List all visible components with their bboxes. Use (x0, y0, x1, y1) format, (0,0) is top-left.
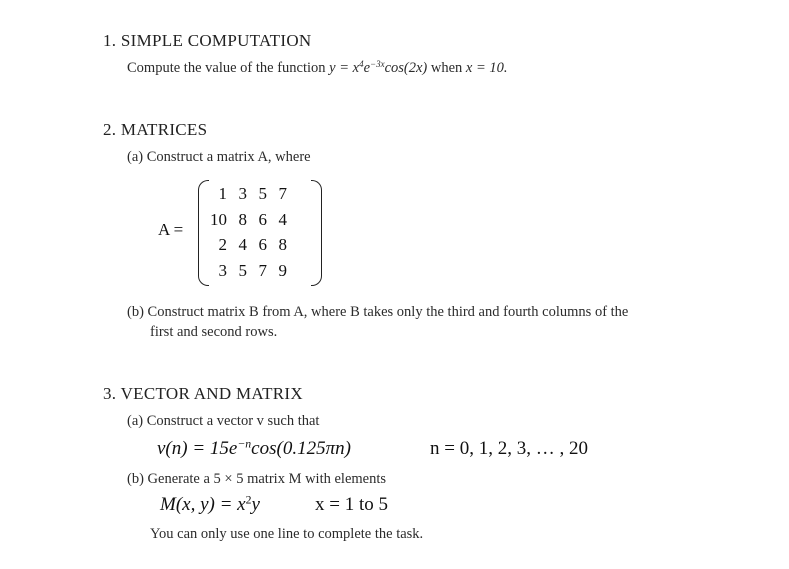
vector-rest: cos(0.125πn) (251, 438, 351, 459)
vector-exp: −n (237, 437, 252, 451)
matrix-cell: 4 (278, 209, 287, 229)
matrix-cell: 3 (238, 184, 247, 203)
matrix-cell: 9 (278, 260, 287, 280)
section1-heading: 1. SIMPLE COMPUTATION (103, 31, 312, 50)
vector-equation (157, 438, 351, 460)
matrix-cell: 3 (218, 260, 227, 280)
section3-part-b: (b) Generate a 5 × 5 matrix M with elements (127, 471, 387, 487)
matrix-m-rest: y (251, 494, 260, 515)
matrix-cell: 8 (278, 235, 287, 254)
vector-lhs: v(n) = 15e (157, 438, 238, 459)
function-exp2: −3x (370, 59, 385, 70)
matrix-m-equation (160, 494, 260, 516)
matrix-m-range: x = 1 to 5 (315, 494, 388, 515)
matrix-a (198, 180, 322, 284)
matrix-cell: 6 (258, 209, 267, 229)
section1-text-when: when (430, 60, 463, 76)
function-exp1: 4 (359, 59, 364, 70)
matrix-cell: 5 (238, 260, 247, 280)
matrix-right-bracket (311, 180, 322, 286)
matrix-cell: 6 (258, 235, 267, 254)
section2-part-a: (a) Construct a matrix A, where (127, 149, 311, 165)
matrix-cell: 7 (278, 184, 287, 203)
matrix-cell: 5 (258, 184, 267, 203)
function-e: e (363, 60, 371, 76)
matrix-cell: 10 (210, 209, 227, 229)
function-rest: cos(2x) (384, 60, 428, 76)
matrix-cell: 1 (218, 184, 227, 203)
function-lhs: y (329, 60, 336, 76)
section3-heading: 3. VECTOR AND MATRIX (103, 384, 303, 403)
matrix-cell: 7 (258, 260, 267, 280)
vector-range: n = 0, 1, 2, 3, … , 20 (430, 438, 588, 459)
section3-part-a: (a) Construct a vector v such that (127, 413, 320, 429)
matrix-cell: 8 (238, 209, 247, 229)
section2-heading: 2. MATRICES (103, 120, 208, 139)
matrix-m-exp: 2 (245, 493, 252, 507)
matrix-cell: 4 (238, 235, 247, 254)
section1-text (127, 60, 508, 77)
section2-part-b-line2: first and second rows. (150, 324, 278, 340)
matrix-cell: 2 (218, 235, 227, 254)
matrix-a-label: A = (158, 220, 184, 239)
function-eq: = x (335, 60, 360, 76)
section1-text-prefix: Compute the value of the function (127, 60, 326, 76)
matrix-grid (204, 182, 290, 284)
function-condition: x = 10. (465, 60, 508, 76)
section2-part-b-line1: (b) Construct matrix B from A, where B takes only the third and fourth columns of the (127, 304, 629, 320)
section3-note: You can only use one line to complete the task. (150, 526, 424, 542)
matrix-m-lhs: M(x, y) = x (160, 494, 246, 515)
